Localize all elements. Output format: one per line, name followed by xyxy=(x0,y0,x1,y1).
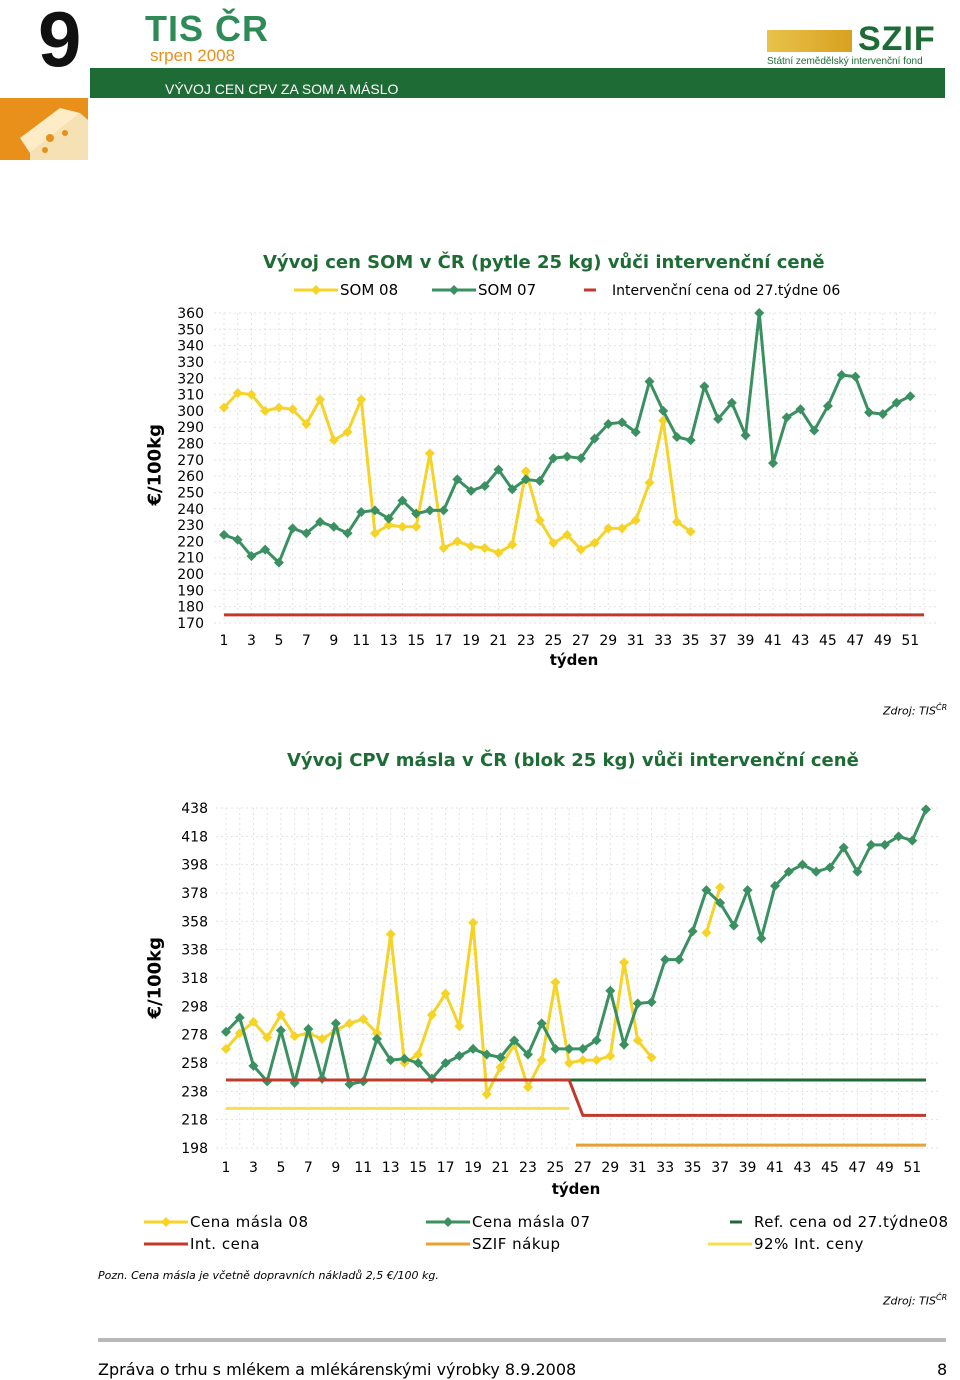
chart2-xtick-label: 33 xyxy=(656,1160,675,1176)
chart1-series-0-point xyxy=(411,522,421,532)
chart1-series-0-point xyxy=(356,394,366,404)
chart2-xtick-label: 45 xyxy=(821,1160,839,1176)
chart2-series-0-point xyxy=(523,1082,533,1092)
chart2-xtick-label: 11 xyxy=(354,1160,373,1176)
chart2-series-0-point xyxy=(454,1021,464,1031)
chart1-series-1-point xyxy=(864,408,874,418)
chart2-ytick-label: 378 xyxy=(181,886,208,902)
chart2-series-1-point xyxy=(605,986,615,996)
footer-text: Zpráva o trhu s mlékem a mlékárenskými výrobky 8.9.2008 xyxy=(98,1360,577,1379)
chart1-legend-marker xyxy=(449,285,459,295)
chart2-series-0-line xyxy=(706,887,720,932)
chart1-ytick-label: 270 xyxy=(177,452,204,469)
chart2-xtick-label: 41 xyxy=(766,1160,784,1176)
chart1-xtick-label: 27 xyxy=(571,633,590,649)
chart1-xtick-label: 45 xyxy=(819,633,837,649)
footer-page-number: 8 xyxy=(937,1360,948,1379)
chart1-series-1-point xyxy=(219,530,229,540)
chart1-xlabel: týden xyxy=(549,651,599,669)
chart1-ytick-label: 190 xyxy=(177,583,204,600)
chart1-series-0-point xyxy=(425,448,435,458)
chart2-xtick-label: 39 xyxy=(738,1160,757,1176)
chart2-xtick-label: 5 xyxy=(276,1160,286,1176)
chart2-ytick-label: 398 xyxy=(181,857,208,874)
chart1-ytick-label: 360 xyxy=(177,306,204,322)
chart1-ytick-label: 170 xyxy=(177,616,204,632)
chart2-ytick-label: 438 xyxy=(181,801,208,817)
chart1-xtick-label: 39 xyxy=(736,633,755,649)
chart1-xtick-label: 13 xyxy=(379,633,398,649)
chart2-xtick-label: 43 xyxy=(793,1160,812,1176)
chart2-series-0-point xyxy=(592,1055,602,1065)
chart1-xtick-label: 43 xyxy=(791,633,810,649)
chart1-ytick-label: 310 xyxy=(177,387,204,404)
chart2-ytick-label: 278 xyxy=(181,1027,208,1044)
chart1-xtick-label: 3 xyxy=(246,633,256,649)
chart1-ytick-label: 240 xyxy=(177,501,204,518)
note: Pozn. Cena másla je včetně dopravních nákladů 2,5 €/100 kg. xyxy=(98,1269,439,1282)
chart2-series-1-point xyxy=(468,1044,478,1054)
chart2-xtick-label: 37 xyxy=(711,1160,730,1176)
chart2-xtick-label: 9 xyxy=(331,1160,341,1176)
chart2-source xyxy=(883,1293,947,1308)
chart2-series-1-point xyxy=(688,926,698,936)
chart2-ytick-label: 198 xyxy=(181,1141,208,1157)
szif-logo-graphic xyxy=(767,30,852,52)
chart1-source-sup: ČR xyxy=(935,703,948,712)
chart1-source-label: Zdroj: TIS xyxy=(883,704,936,718)
chart2-series-1-point xyxy=(743,885,753,895)
chart1-ytick-label: 260 xyxy=(177,469,204,486)
chart1-xtick-label: 49 xyxy=(873,633,892,649)
section-title: VÝVOJ CEN CPV ZA SOM A MÁSLO xyxy=(165,81,399,97)
chart1-series-0-point xyxy=(466,541,476,551)
chart1-ytick-label: 280 xyxy=(177,436,204,453)
chart1-series-0-point xyxy=(480,543,490,553)
chart2-xtick-label: 15 xyxy=(409,1160,428,1176)
chart2-series-0-point xyxy=(482,1089,492,1099)
chart2-ytick-label: 358 xyxy=(181,914,208,931)
chart2-xtick-label: 21 xyxy=(491,1160,510,1176)
chart1-xtick-label: 31 xyxy=(626,633,645,649)
chart2-legend-label: SZIF nákup xyxy=(472,1235,561,1253)
chart1-legend-label: Intervenční cena od 27.týdne 06 xyxy=(612,283,841,299)
chart2-legend-label: 92% Int. ceny xyxy=(754,1235,864,1253)
brand-month: srpen 2008 xyxy=(150,46,236,65)
chart2-ytick-label: 238 xyxy=(181,1084,208,1101)
chart2-series-0-point xyxy=(345,1018,355,1028)
chart1-ytick-label: 220 xyxy=(177,534,204,551)
chart1-ytick-label: 250 xyxy=(177,485,204,502)
chart1-xtick-label: 15 xyxy=(407,633,426,649)
chart2-source-sup: ČR xyxy=(935,1293,948,1302)
chart1-series-1-point xyxy=(754,308,764,318)
chart2-xtick-label: 13 xyxy=(381,1160,400,1176)
chart1-ytick-label: 300 xyxy=(177,403,204,420)
chart1-xtick-label: 25 xyxy=(544,633,563,649)
chart2-series-1-point xyxy=(674,955,684,965)
chart2-xtick-label: 19 xyxy=(464,1160,482,1176)
chart1-xtick-label: 51 xyxy=(901,633,920,649)
chart1-ytick-label: 350 xyxy=(177,322,204,339)
szif-logo: SZIF xyxy=(858,20,936,58)
chart2-ytick-label: 318 xyxy=(181,971,208,987)
chart2-series-0-point xyxy=(386,929,396,939)
chart2-xtick-label: 3 xyxy=(248,1160,258,1176)
chart2-series-1-point xyxy=(756,933,766,943)
chart1-ytick-label: 290 xyxy=(177,420,204,437)
chart2-legend-marker xyxy=(443,1217,453,1227)
chart1-xtick-label: 7 xyxy=(301,633,311,649)
chart1-legend-label: SOM 07 xyxy=(478,281,537,299)
chart1-xtick-label: 5 xyxy=(274,633,284,649)
chart2-series-1-point xyxy=(454,1051,464,1061)
chart2-series-1-point xyxy=(921,804,931,814)
chart2-xtick-label: 7 xyxy=(303,1160,313,1176)
chart1-xtick-label: 47 xyxy=(846,633,865,649)
chart1-series-1-point xyxy=(329,522,339,532)
chart2-xtick-label: 31 xyxy=(628,1160,647,1176)
chart1-ytick-label: 200 xyxy=(177,567,204,584)
chart1-xtick-label: 11 xyxy=(352,633,371,649)
cheese-graphic xyxy=(0,98,88,160)
chart2-xtick-label: 51 xyxy=(903,1160,922,1176)
chart2-series-0-point xyxy=(619,957,629,967)
chart2-series-0-point xyxy=(605,1051,615,1061)
chart1-series-0-point xyxy=(397,522,407,532)
chart1-ylabel: €/100kg xyxy=(144,423,166,506)
chart2-series-0-point xyxy=(564,1058,574,1068)
chart2-xlabel: týden xyxy=(551,1180,601,1198)
chart1-xtick-label: 17 xyxy=(434,633,453,649)
chart2-ylabel: €/100kg xyxy=(144,936,166,1019)
chart1-ytick-label: 230 xyxy=(177,518,204,535)
chart1-xtick-label: 33 xyxy=(654,633,673,649)
chart2-series-1-point xyxy=(633,999,643,1009)
chart2-series-0-point xyxy=(578,1055,588,1065)
chart1-xtick-label: 29 xyxy=(599,633,618,649)
chart2-source-label: Zdroj: TIS xyxy=(883,1294,936,1308)
brand-title: TIS ČR xyxy=(145,8,270,49)
chart1-series-1-line xyxy=(224,313,910,563)
chart2-xtick-label: 25 xyxy=(546,1160,565,1176)
chart1-ytick-label: 340 xyxy=(177,338,204,355)
chart2-series-0-point xyxy=(550,977,560,987)
chart2-title: Vývoj CPV másla v ČR (blok 25 kg) vůči intervenční ceně xyxy=(287,750,859,771)
chart2-series-1-point xyxy=(660,955,670,965)
chart1-ytick-label: 180 xyxy=(177,599,204,616)
chart2-series-1-point xyxy=(811,867,821,877)
chart2-series-1-point xyxy=(646,997,656,1007)
chart1-xtick-label: 9 xyxy=(329,633,339,649)
chart1-series-1-point xyxy=(699,381,709,391)
chart1-legend-marker xyxy=(311,285,321,295)
chart2-series-1-point xyxy=(866,840,876,850)
chart1-series-1-point xyxy=(850,372,860,382)
chart2-series-1-line xyxy=(226,809,926,1084)
chart1-ytick-label: 330 xyxy=(177,354,204,371)
chart2-legend-label: Ref. cena od 27.týdne08 xyxy=(754,1213,949,1231)
chart1-legend-label: SOM 08 xyxy=(340,281,399,299)
chart2-ytick-label: 298 xyxy=(181,999,208,1016)
chart2-legend-marker xyxy=(161,1217,171,1227)
chart2-series-1-point xyxy=(331,1018,341,1028)
chart2-xtick-label: 29 xyxy=(601,1160,620,1176)
footer-divider xyxy=(98,1338,946,1342)
chart2-legend-label: Cena másla 08 xyxy=(190,1213,309,1231)
chart2-series-1-point xyxy=(619,1040,629,1050)
cheese-icon xyxy=(0,98,88,160)
chart1-series-0-point xyxy=(439,543,449,553)
chart2-xtick-label: 49 xyxy=(875,1160,894,1176)
chart1-xtick-label: 35 xyxy=(681,633,700,649)
chart1-xtick-label: 23 xyxy=(517,633,535,649)
chart1-xtick-label: 41 xyxy=(764,633,782,649)
chart2-ytick-label: 418 xyxy=(181,829,208,846)
chart1-xtick-label: 21 xyxy=(489,633,508,649)
chart1-xtick-label: 19 xyxy=(462,633,480,649)
chart2-series-1-point xyxy=(276,1025,286,1035)
chart1-series-1-point xyxy=(425,505,435,515)
chart2-series-0-point xyxy=(715,882,725,892)
page-number: 9 xyxy=(38,0,82,83)
chart1-title: Vývoj cen SOM v ČR (pytle 25 kg) vůči intervenční ceně xyxy=(263,252,825,273)
chart1-grid xyxy=(214,313,936,623)
chart2-xtick-label: 27 xyxy=(573,1160,592,1176)
chart1-ytick-label: 210 xyxy=(177,550,204,567)
chart1-xtick-label: 37 xyxy=(709,633,728,649)
chart2-svg xyxy=(0,790,960,1260)
szif-logo-subtitle: Státní zemědělský intervenční fond xyxy=(767,56,923,67)
chart2-series-1-point xyxy=(907,836,917,846)
chart2-series-0-point xyxy=(701,928,711,938)
chart2-xtick-label: 47 xyxy=(848,1160,867,1176)
chart1-ytick-label: 320 xyxy=(177,371,204,388)
chart1-series-0-point xyxy=(644,478,654,488)
chart2-xtick-label: 17 xyxy=(436,1160,455,1176)
chart1-series-0-point xyxy=(452,536,462,546)
chart1-svg xyxy=(0,270,960,690)
chart1-series-1-point xyxy=(905,391,915,401)
chart2-ytick-label: 218 xyxy=(181,1112,208,1129)
chart2-series-3-line xyxy=(226,1080,926,1115)
chart2-series-0-point xyxy=(468,918,478,928)
chart1-xtick-label: 1 xyxy=(219,633,229,649)
chart2-xtick-label: 23 xyxy=(519,1160,537,1176)
chart2-xtick-label: 1 xyxy=(221,1160,231,1176)
chart1-series-1-point xyxy=(741,430,751,440)
chart2-ytick-label: 258 xyxy=(181,1056,208,1072)
chart2-series-0-point xyxy=(537,1055,547,1065)
chart1-source xyxy=(883,703,947,718)
chart2-ytick-label: 338 xyxy=(181,942,208,959)
chart2-legend-label: Int. cena xyxy=(190,1235,261,1253)
chart2-xtick-label: 35 xyxy=(683,1160,702,1176)
chart2-series-1-point xyxy=(797,860,807,870)
chart2-legend-label: Cena másla 07 xyxy=(472,1213,591,1231)
